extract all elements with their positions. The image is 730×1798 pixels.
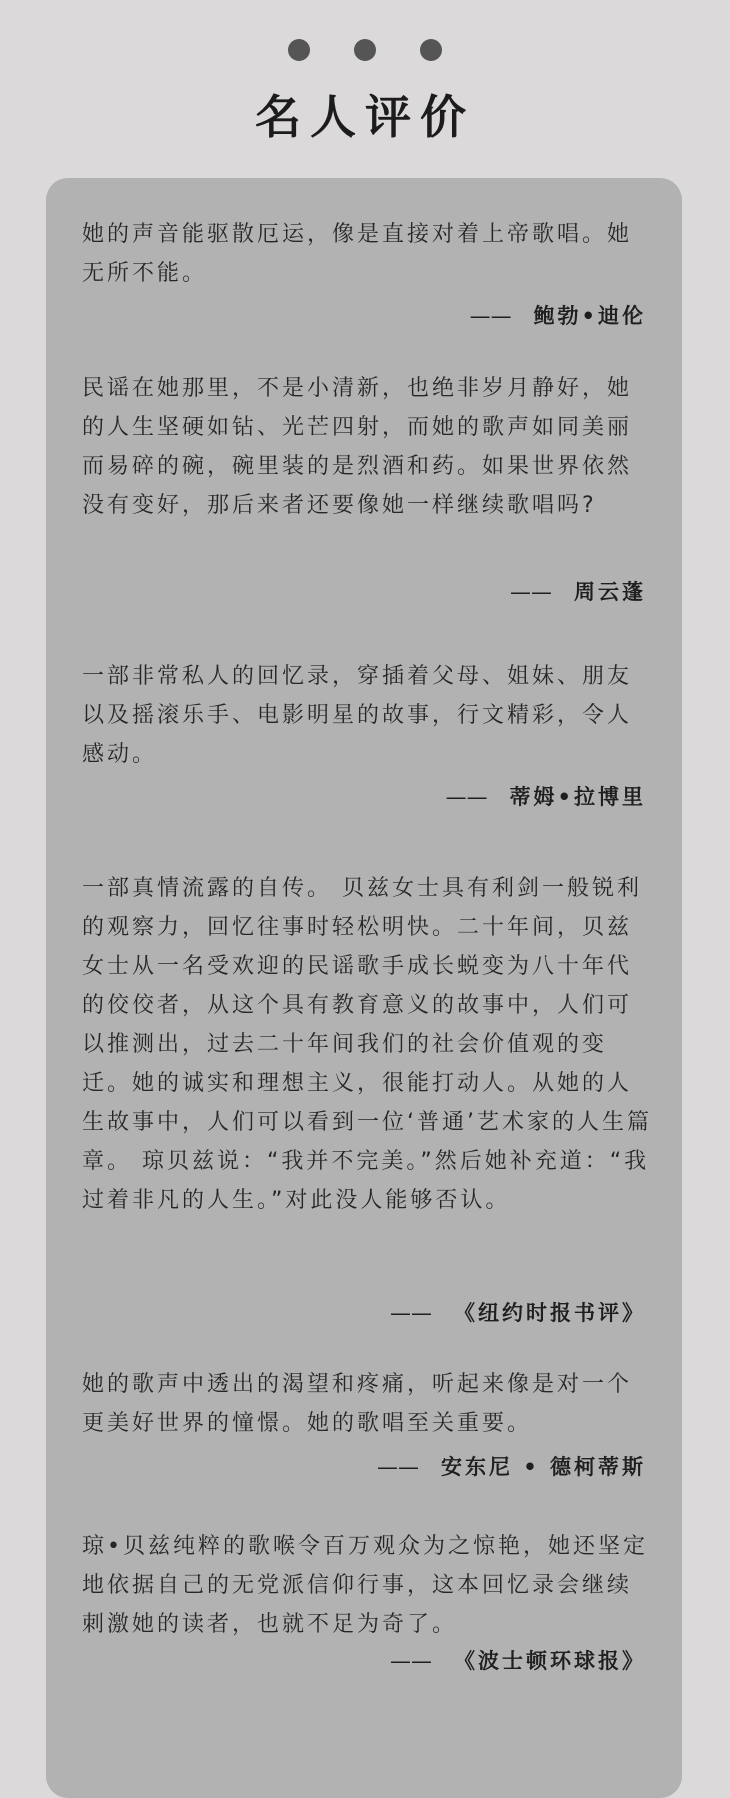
review-text: 琼•贝兹纯粹的歌喉令百万观众为之惊艳，她还坚定地依据自己的无党派信仰行事，这本回忆录会继续刺激她的读者，也就不足为奇了。 bbox=[82, 1534, 648, 1637]
review-text: 民谣在她那里，不是小清新，也绝非岁月静好，她的人生坚硬如钻、光芒四射，而她的歌声如同美丽而易碎的碗，碗里装的是烈酒和药。如果世界依然没有变好，那后来者还要像她一样继续歌唱吗? bbox=[82, 376, 633, 518]
dot-icon bbox=[354, 39, 376, 61]
reviews-card bbox=[46, 178, 682, 1798]
attribution-dash: —— bbox=[376, 1455, 419, 1479]
review-author bbox=[390, 1298, 646, 1328]
page-title: 名人评价 bbox=[255, 90, 475, 144]
review-author bbox=[377, 1452, 646, 1482]
review-text: 她的歌声中透出的渴望和疼痛，听起来像是对一个更美好世界的憧憬。她的歌唱至关重要。 bbox=[82, 1372, 633, 1436]
review-author bbox=[470, 301, 646, 331]
dot-icon bbox=[420, 39, 442, 61]
attribution-dash: —— bbox=[390, 1301, 432, 1325]
dot-icon bbox=[288, 39, 310, 61]
review-text: 一部真情流露的自传。 贝兹女士具有利剑一般锐利的观察力，回忆往事时轻松明快。二十年间，贝兹女士从一名受欢迎的民谣歌手成长蜕变为八十年代的佼佼者，从这个具有教育意义的故事中，人们可以推测出，过去二十年间我们的社会价值观的变迁。她的诚实和理想主义，很能打动人。从她的人生故事中，人们可以看到一位‘普通’艺术家的人生篇章。 琼贝兹说：“我并不完美。”然后她补充道：“我过着非凡的人生。”对此没人能够否认。 bbox=[82, 876, 652, 1213]
author-name: 蒂姆•拉博里 bbox=[509, 785, 646, 809]
review-author bbox=[390, 1646, 646, 1676]
review-author bbox=[446, 782, 646, 812]
attribution-dash: —— bbox=[445, 785, 488, 809]
decorative-dots bbox=[0, 39, 730, 61]
author-name: 《波士顿环球报》 bbox=[454, 1649, 646, 1673]
attribution-dash: —— bbox=[510, 580, 552, 604]
author-name: 鲍勃•迪伦 bbox=[533, 304, 646, 328]
attribution-dash: —— bbox=[390, 1649, 432, 1673]
review-text: 她的声音能驱散厄运，像是直接对着上帝歌唱。她无所不能。 bbox=[82, 222, 633, 286]
attribution-dash: —— bbox=[469, 304, 512, 328]
author-name: 周云蓬 bbox=[574, 580, 646, 604]
author-name: 《纽约时报书评》 bbox=[454, 1301, 646, 1325]
review-author bbox=[510, 577, 646, 607]
review-text: 一部非常私人的回忆录，穿插着父母、姐妹、朋友以及摇滚乐手、电影明星的故事，行文精彩，令人感动。 bbox=[82, 664, 633, 767]
author-name: 安东尼 • 德柯蒂斯 bbox=[440, 1455, 646, 1479]
